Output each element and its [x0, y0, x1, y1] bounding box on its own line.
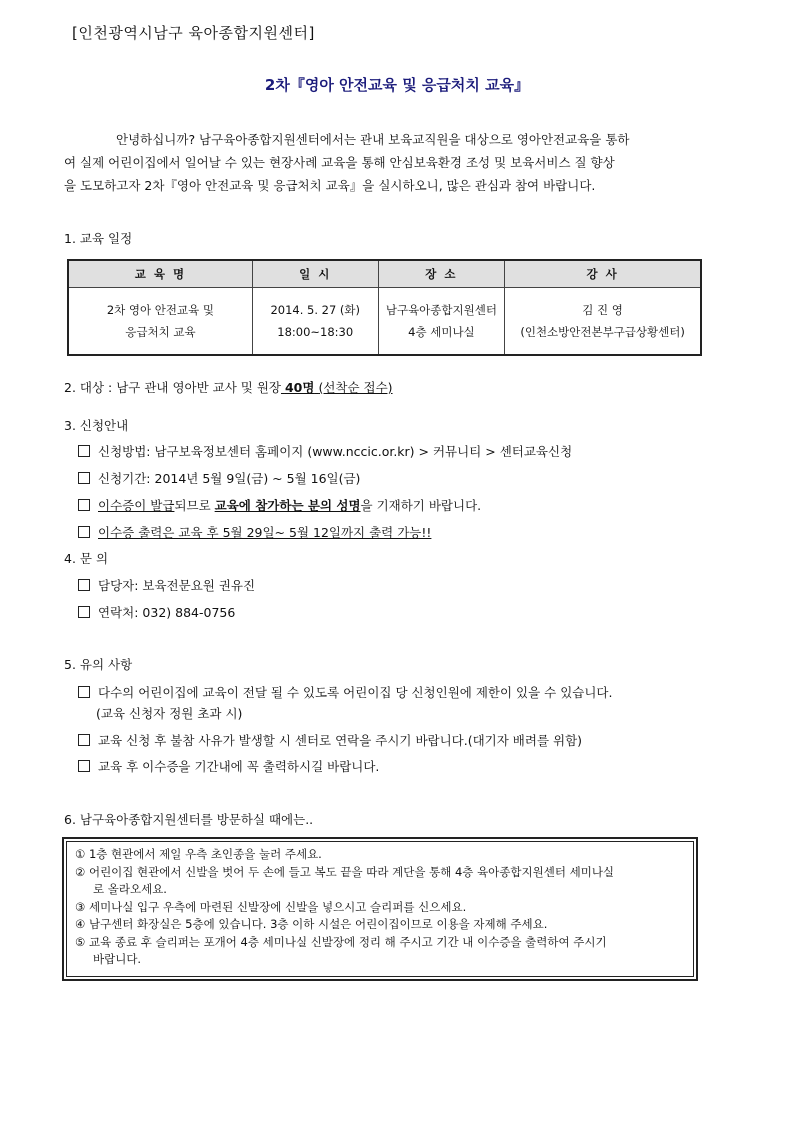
header-place: 장 소	[378, 260, 505, 288]
section-2-target	[64, 378, 393, 396]
certificate-notice: 이수증이 발급되므로 교육에 참가하는 분의 성명을 기재하기 바랍니다.	[78, 496, 481, 514]
header-datetime: 일 시	[252, 260, 378, 288]
course-date: 2014. 5. 27 (화)	[270, 303, 361, 317]
cell-course	[68, 288, 252, 356]
visit-step-4: ④ 남구센터 화장실은 5층에 있습니다. 3층 이하 시설은 어린이집이므로 이용을 자제해 주세요.	[75, 917, 548, 931]
table-header-row	[68, 260, 701, 288]
place-line-2: 4층 세미나실	[408, 325, 475, 339]
schedule-table	[67, 259, 702, 356]
visit-step-5: ⑤ 교육 종료 후 슬리퍼는 포개어 4층 세미나실 신발장에 정리 해 주시고 기간 내 이수증을 출력하여 주시기	[75, 934, 607, 949]
header-course: 교 육 명	[68, 260, 252, 288]
intro-line-2: 여 실제 어린이집에서 일어날 수 있는 현장사례 교육을 통해 안심보육환경 조성 및 보육서비스 질 향상	[64, 155, 615, 170]
checkbox-icon	[78, 760, 90, 772]
target-prefix: 2. 대상 : 남구 관내 영아반 교사 및 원장	[64, 380, 281, 395]
apply-period: 신청기간: 2014년 5월 9일(금) ~ 5월 16일(금)	[78, 469, 360, 487]
checkbox-icon	[78, 526, 90, 538]
contact-person: 담당자: 보육전문요원 권유진	[78, 576, 255, 594]
target-count: 40명	[284, 380, 315, 395]
visit-step-3: ③ 세미나실 입구 우측에 마련된 신발장에 신발을 넣으시고 슬리퍼를 신으세요.	[75, 899, 467, 914]
visit-step-5-continued: 바랍니다.	[93, 952, 142, 966]
visit-instructions-box	[62, 837, 698, 981]
visit-step-1: ① 1층 현관에서 제일 우측 초인종을 눌러 주세요.	[75, 847, 322, 861]
course-name-line-2: 응급처치 교육	[125, 325, 196, 339]
place-line-1: 남구육아종합지원센터	[385, 303, 497, 317]
lecturer-name: 김 진 영	[582, 303, 623, 317]
section-5-heading: 5. 유의 사항	[64, 657, 133, 672]
note-1-continued: (교육 신청자 정원 초과 시)	[96, 706, 243, 721]
note-3: 교육 후 이수증을 기간내에 꼭 출력하시길 바랍니다.	[78, 757, 379, 775]
certificate-print-notice: 이수증 출력은 교육 후 5월 29일~ 5월 12일까지 출력 가능!!	[78, 523, 431, 541]
note-2: 교육 신청 후 불참 사유가 발생할 시 센터로 연락을 주시기 바랍니다.(대기자 배려를 위함)	[78, 731, 582, 749]
course-name-line-1: 2차 영아 안전교육 및	[106, 303, 214, 317]
table-row	[68, 288, 701, 356]
header-lecturer: 강 사	[505, 260, 701, 288]
checkbox-icon	[78, 579, 90, 591]
section-1-heading: 1. 교육 일정	[64, 231, 133, 246]
checkbox-icon	[78, 734, 90, 746]
cell-lecturer	[505, 288, 701, 356]
section-6-heading: 6. 남구육아종합지원센터를 방문하실 때에는..	[64, 812, 314, 827]
intro-line-3: 을 도모하고자 2차『영아 안전교육 및 응급처치 교육』을 실시하오니, 많은 관심과 참여 바랍니다.	[64, 178, 596, 193]
contact-phone: 연락처: 032) 884-0756	[78, 603, 235, 621]
document-title: 2차『영아 안전교육 및 응급처치 교육』	[264, 76, 530, 94]
visit-step-2: ② 어린이집 현관에서 신발을 벗어 두 손에 들고 복도 끝을 따라 계단을 통해 4층 육아종합지원센터 세미나실	[75, 864, 615, 879]
intro-paragraph	[64, 128, 720, 197]
note-1: 다수의 어린이집에 교육이 전달 될 수 있도록 어린이집 당 신청인원에 제한이 있을 수 있습니다.	[78, 683, 612, 701]
checkbox-icon	[78, 606, 90, 618]
target-suffix: (선착순 접수)	[318, 380, 393, 395]
visit-step-2-continued: 로 올라오세요.	[93, 882, 167, 896]
checkbox-icon	[78, 499, 90, 511]
section-3-heading: 3. 신청안내	[64, 418, 129, 433]
course-time: 18:00~18:30	[277, 325, 354, 339]
checkbox-icon	[78, 445, 90, 457]
apply-method: 신청방법: 남구보육정보센터 홈페이지 (www.nccic.or.kr) > 커뮤니티 > 센터교육신청	[78, 442, 572, 460]
section-4-heading: 4. 문 의	[64, 551, 109, 566]
cell-place	[378, 288, 505, 356]
center-header: [인천광역시남구 육아종합지원센터]	[72, 24, 315, 42]
intro-line-1: 안녕하십니까? 남구육아종합지원센터에서는 관내 보육교직원을 대상으로 영아안전교육을 통하	[116, 132, 630, 147]
checkbox-icon	[78, 472, 90, 484]
checkbox-icon	[78, 686, 90, 698]
cell-datetime	[252, 288, 378, 356]
lecturer-affiliation: (인천소방안전본부구급상황센터)	[520, 325, 685, 339]
